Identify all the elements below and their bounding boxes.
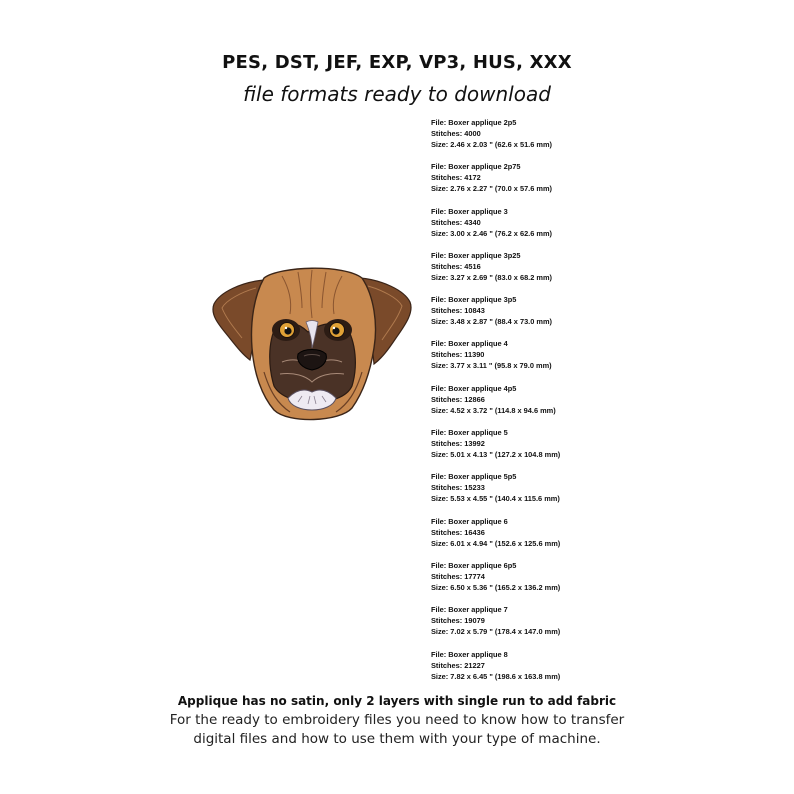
file-name: File: Boxer applique 3p25 — [431, 250, 521, 260]
file-entry — [431, 338, 771, 382]
file-name: File: Boxer applique 8 — [431, 649, 508, 659]
file-name: File: Boxer applique 5p5 — [431, 472, 517, 482]
stitch-count: Stitches: 13992 — [431, 439, 485, 449]
file-name: File: Boxer applique 6p5 — [431, 560, 517, 570]
file-entry — [431, 516, 771, 560]
file-name: File: Boxer applique 2p5 — [431, 118, 517, 127]
design-size: Size: 4.52 x 3.72 " (114.8 x 94.6 mm) — [431, 405, 556, 415]
file-name: File: Boxer applique 4 — [431, 339, 508, 349]
design-size: Size: 2.46 x 2.03 " (62.6 x 51.6 mm) — [431, 140, 553, 149]
stitch-count: Stitches: 15233 — [431, 483, 485, 493]
file-entry — [431, 560, 771, 604]
instructions-line-2: digital files and how to use them with your type of machine. — [193, 731, 601, 747]
file-entry — [431, 294, 771, 338]
design-size: Size: 3.00 x 2.46 " (76.2 x 62.6 mm) — [431, 228, 553, 238]
design-size: Size: 5.01 x 4.13 " (127.2 x 104.8 mm) — [431, 450, 561, 460]
applique-note: Applique has no satin, only 2 layers with single run to add fabric — [177, 694, 617, 708]
stitch-count: Stitches: 12866 — [431, 394, 485, 404]
stitch-count: Stitches: 4000 — [431, 129, 481, 138]
file-name: File: Boxer applique 5 — [431, 428, 508, 438]
design-size: Size: 3.27 x 2.69 " (83.0 x 68.2 mm) — [431, 272, 553, 282]
design-size: Size: 6.50 x 5.36 " (165.2 x 136.2 mm) — [431, 582, 561, 592]
file-entry — [431, 427, 771, 471]
formats-heading: PES, DST, JEF, EXP, VP3, HUS, XXX — [222, 52, 572, 73]
design-size: Size: 6.01 x 4.94 " (152.6 x 125.6 mm) — [431, 538, 561, 548]
stitch-count: Stitches: 17774 — [431, 571, 485, 581]
formats-subheading: file formats ready to download — [243, 82, 551, 106]
boxer-dog-embroidery-icon — [212, 262, 414, 430]
file-list — [431, 117, 771, 693]
file-name: File: Boxer applique 4p5 — [431, 383, 517, 393]
file-entry — [431, 383, 771, 427]
design-size: Size: 7.02 x 5.79 " (178.4 x 147.0 mm) — [431, 627, 561, 637]
stitch-count: Stitches: 16436 — [431, 527, 485, 537]
file-entry — [431, 471, 771, 515]
stitch-count: Stitches: 4340 — [431, 217, 481, 227]
file-entry — [431, 649, 771, 693]
file-entry — [431, 117, 771, 161]
design-size: Size: 3.77 x 3.11 " (95.8 x 79.0 mm) — [431, 361, 552, 371]
file-entry — [431, 604, 771, 648]
design-size: Size: 5.53 x 4.55 " (140.4 x 115.6 mm) — [431, 494, 560, 504]
file-name: File: Boxer applique 6 — [431, 516, 508, 526]
stitch-count: Stitches: 21227 — [431, 660, 485, 670]
stitch-count: Stitches: 11390 — [431, 350, 485, 360]
file-entry — [431, 161, 771, 205]
file-name: File: Boxer applique 3p5 — [431, 295, 517, 305]
stitch-count: Stitches: 19079 — [431, 616, 485, 626]
design-size: Size: 3.48 x 2.87 " (88.4 x 73.0 mm) — [431, 317, 553, 327]
stitch-count: Stitches: 10843 — [431, 306, 485, 316]
file-name: File: Boxer applique 7 — [431, 605, 508, 615]
stitch-count: Stitches: 4516 — [431, 261, 481, 271]
file-entry — [431, 206, 771, 250]
instructions-line-1: For the ready to embroidery files you need to know how to transfer — [169, 712, 625, 728]
file-name: File: Boxer applique 2p75 — [431, 162, 521, 172]
file-entry — [431, 250, 771, 294]
file-name: File: Boxer applique 3 — [431, 206, 508, 216]
design-size: Size: 2.76 x 2.27 " (70.0 x 57.6 mm) — [431, 184, 553, 194]
stitch-count: Stitches: 4172 — [431, 173, 481, 183]
design-size: Size: 7.82 x 6.45 " (198.6 x 163.8 mm) — [431, 671, 561, 681]
